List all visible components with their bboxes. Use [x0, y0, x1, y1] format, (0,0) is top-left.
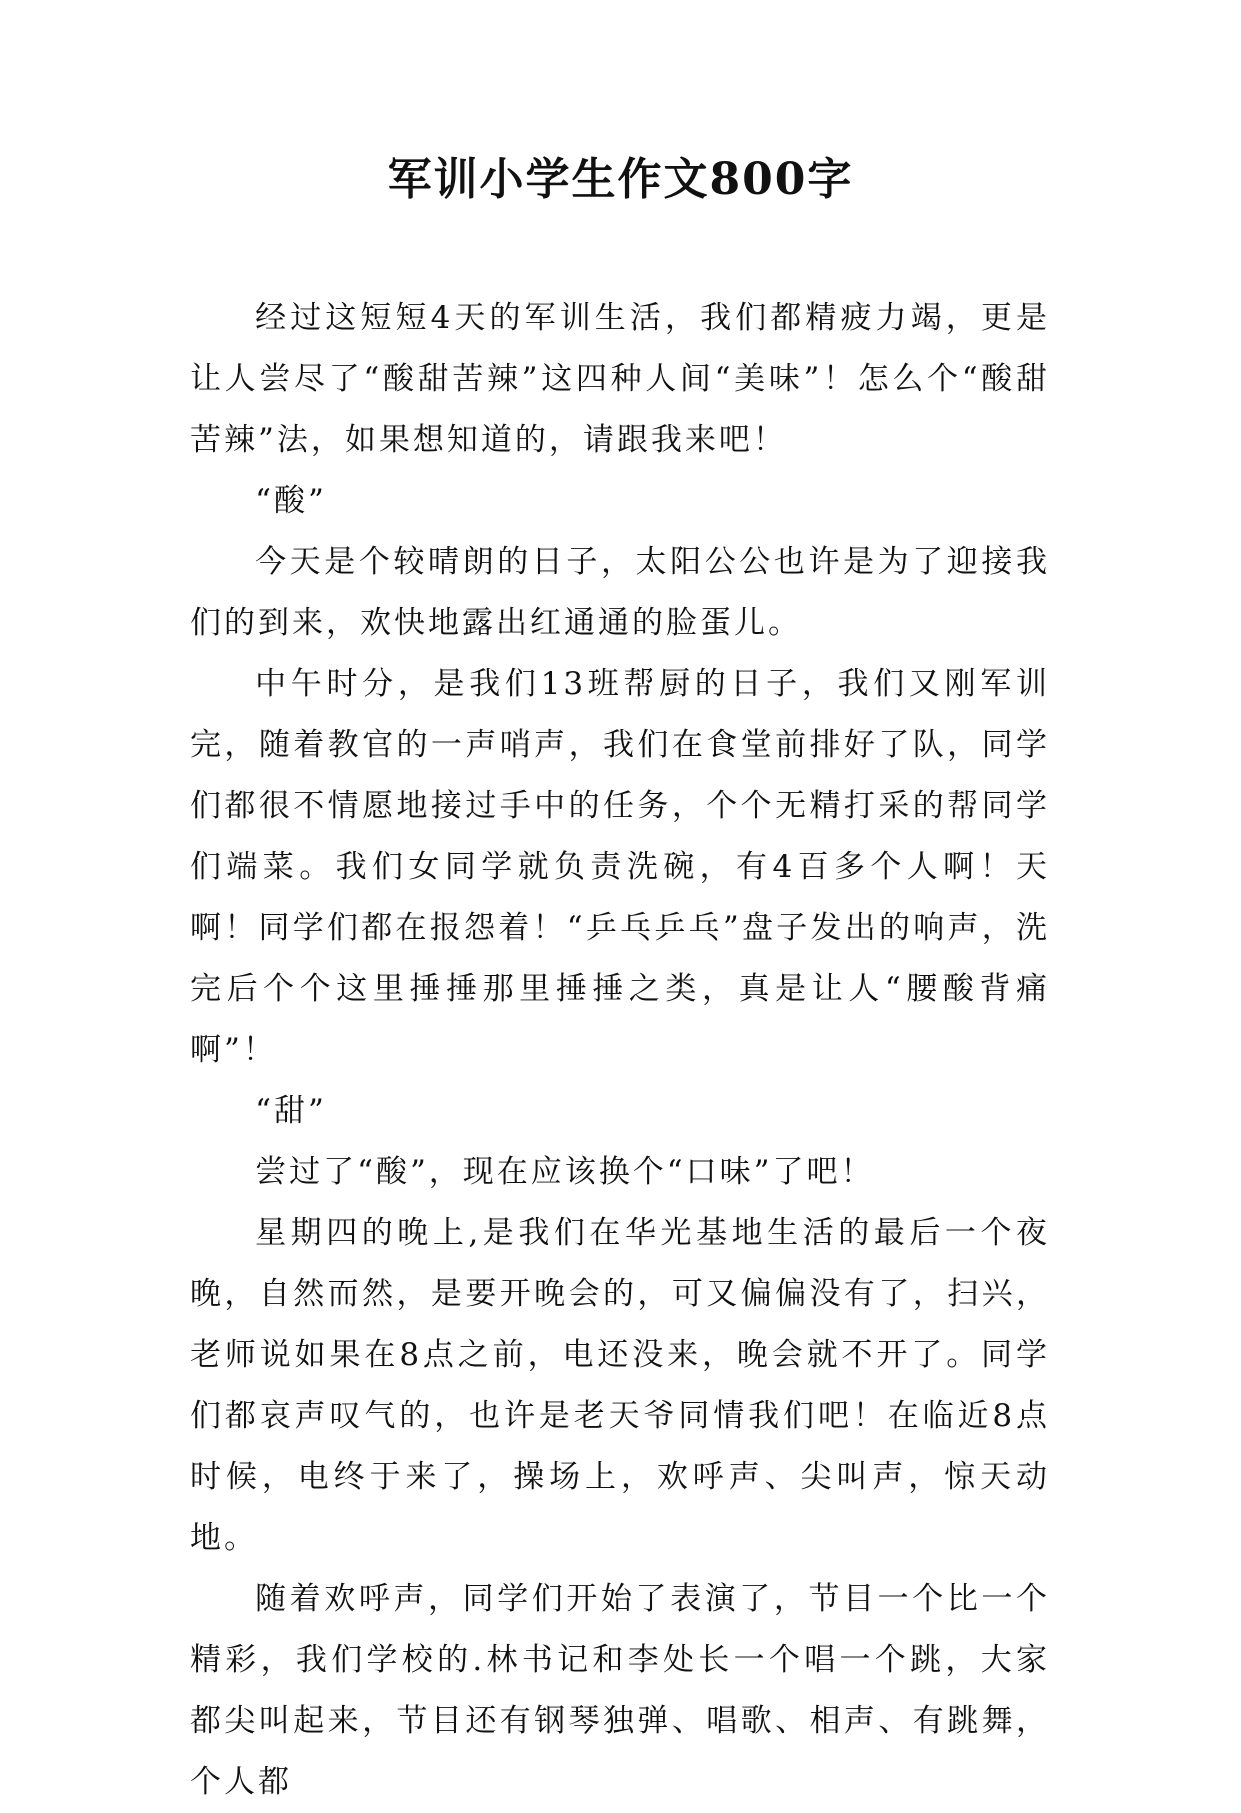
- paragraph: 今天是个较晴朗的日子，太阳公公也许是为了迎接我们的到来，欢快地露出红通通的脸蛋儿。: [190, 544, 1050, 641]
- document-body: [190, 288, 1050, 1813]
- paragraph: 星期四的晚上,是我们在华光基地生活的最后一个夜晚，自然而然，是要开晚会的，可又偏偏没有了，扫兴，老师说如果在8点之前，电还没来，晚会就不开了。同学们都哀声叹气的，也许是老天爷同情我们吧！在临近8点时候，电终于来了，操场上，欢呼声、尖叫声，惊天动地。: [190, 1215, 1050, 1556]
- paragraph: 经过这短短4天的军训生活，我们都精疲力竭，更是让人尝尽了“酸甜苦辣”这四种人间“美味”！怎么个“酸甜苦辣”法，如果想知道的，请跟我来吧！: [190, 300, 1050, 458]
- section-heading-sour: “酸”: [255, 483, 327, 519]
- document-title: 军训小学生作文800字: [387, 154, 854, 205]
- paragraph: 随着欢呼声，同学们开始了表演了，节目一个比一个精彩，我们学校的.林书记和李处长一个唱一个跳，大家都尖叫起来，节目还有钢琴独弹、唱歌、相声、有跳舞，个人都: [190, 1581, 1050, 1800]
- paragraph: 中午时分，是我们13班帮厨的日子，我们又刚军训完，随着教官的一声哨声，我们在食堂前排好了队，同学们都很不情愿地接过手中的任务，个个无精打采的帮同学们端菜。我们女同学就负责洗碗，有4百多个人啊！天啊！同学们都在报怨着！“乒乓乒乓”盘子发出的响声，洗完后个个这里捶捶那里捶捶之类，真是让人“腰酸背痛啊”！: [190, 666, 1050, 1068]
- section-heading-sweet: “甜”: [255, 1093, 327, 1129]
- paragraph: 尝过了“酸”，现在应该换个“口味”了吧！: [255, 1154, 875, 1190]
